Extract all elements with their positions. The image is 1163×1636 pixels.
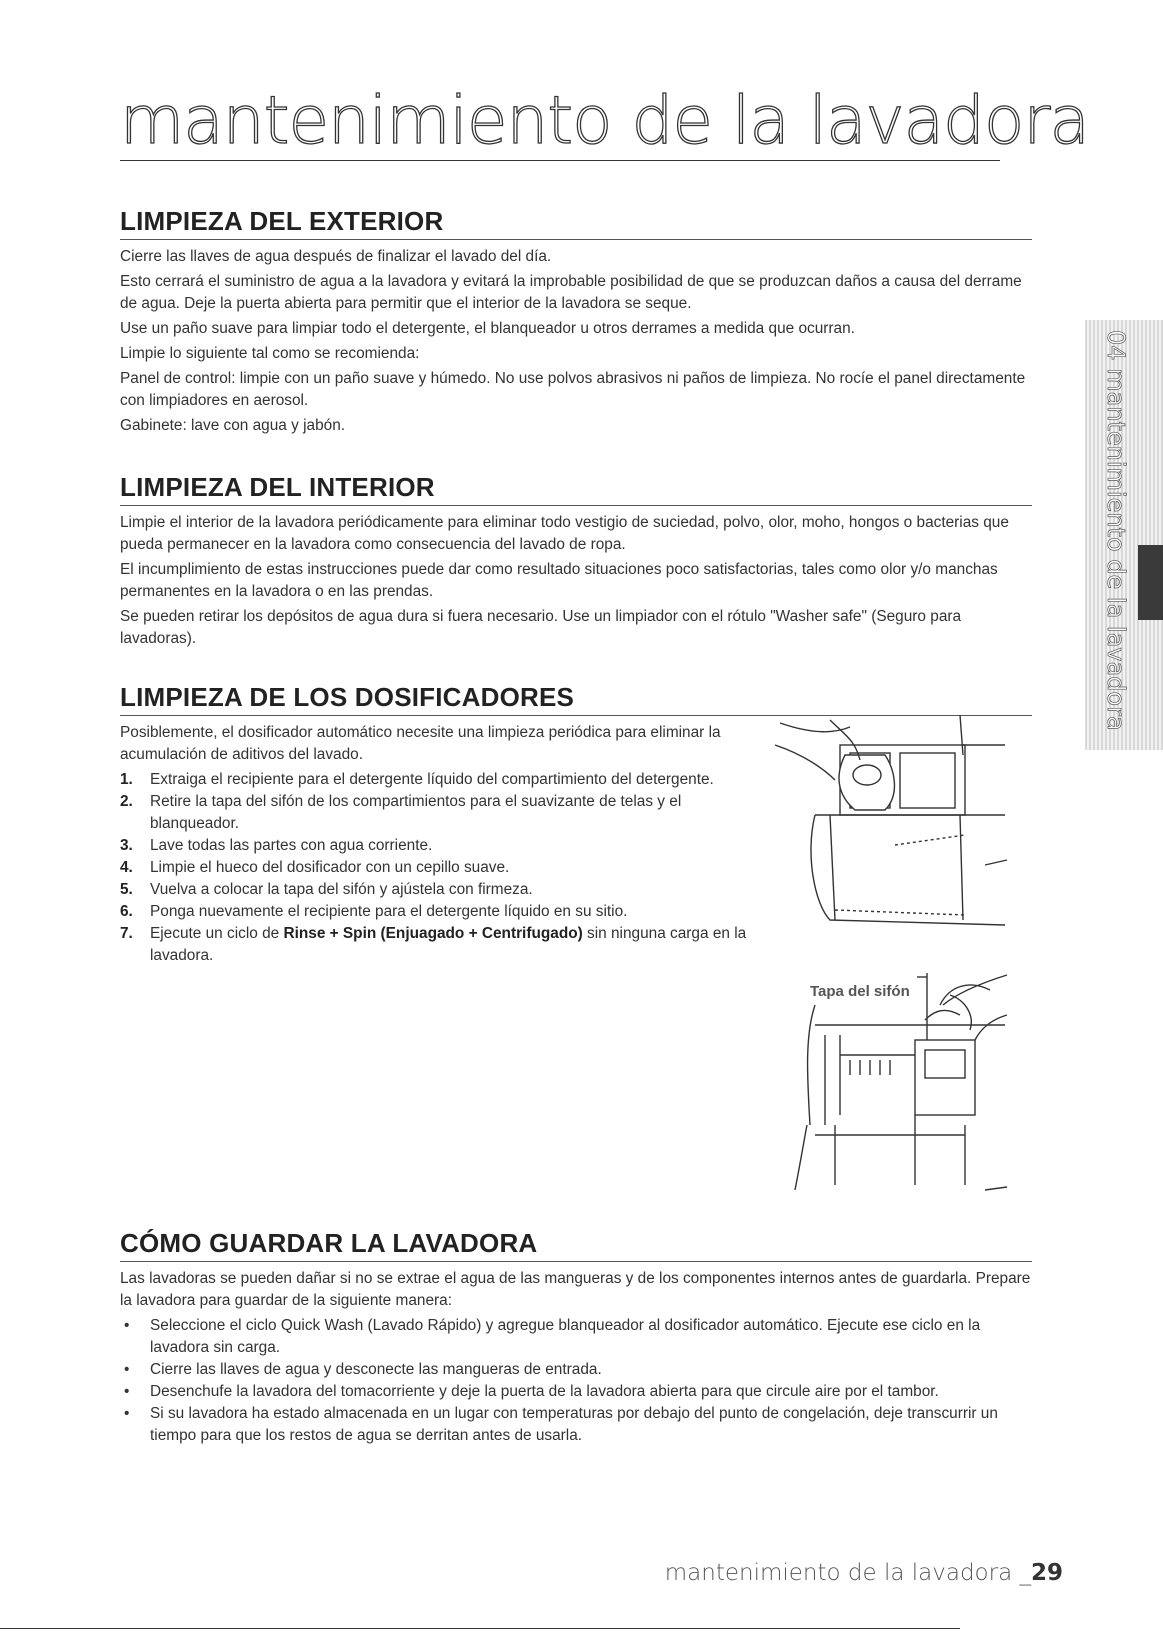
list-item: • Desenchufe la lavadora del tomacorriente y deje la puerta de la lavadora abierta para que circule aire por el tambor. [120,1381,1032,1403]
list-item: 4. Limpie el hueco del dosificador con un cepillo suave. [120,859,510,876]
bullet-list [120,1315,1032,1447]
paragraph: Cierre las llaves de agua después de finalizar el lavado del día. [120,248,552,265]
paragraph: Use un paño suave para limpiar todo el detergente, el blanqueador u otros derrames a medida que ocurran. [120,320,855,337]
page-title: mantenimiento de la lavadora [120,82,1089,159]
page-number: 29 [1030,1560,1063,1586]
paragraph: Posiblemente, el dosificador automático necesite una limpieza periódica para eliminar la acumulación de aditivos del lavado. [120,724,721,763]
section-interior [120,472,1032,653]
section-title: LIMPIEZA DEL INTERIOR [120,472,1032,506]
section-title: LIMPIEZA DEL EXTERIOR [120,206,1032,240]
paragraph: El incumplimiento de estas instrucciones puede dar como resultado situaciones poco satisfactorias, tales como olor y/o manchas permanentes en la lavadora o en las prendas. [120,561,998,600]
list-item: • Si su lavadora ha estado almacenada en un lugar con temperaturas por debajo del punto de congelación, deje transcurrir un tiempo para que los restos de agua se derritan antes de usarla. [120,1403,1032,1447]
chapter-marker [1138,545,1163,620]
paragraph: Esto cerrará el suministro de agua a la lavadora y evitará la improbable posibilidad de que se produzcan daños a causa del derrame de agua. Deje la puerta abierta para permitir que el interior de la lavadora se seque. [120,273,1022,312]
list-item: 1. Extraiga el recipiente para el detergente líquido del compartimiento del detergente. [120,771,714,788]
paragraph: Panel de control: limpie con un paño suave y húmedo. No use polvos abrasivos ni paños de limpieza. No rocíe el panel directamente con limpiadores en aerosol. [120,370,1026,409]
list-item: 5. Vuelva a colocar la tapa del sifón y ajústela con firmeza. [120,881,533,898]
list-item: 7. Ejecute un ciclo de Rinse + Spin (Enjuagado + Centrifugado) sin ninguna carga en la lavadora. [120,925,747,964]
figure-caption: Tapa del sifón [810,983,910,1000]
steps-list [120,769,760,967]
footer-label: mantenimiento de la lavadora _ [664,1560,1031,1586]
list-item: 6. Ponga nuevamente el recipiente para el detergente líquido en su sitio. [120,903,628,920]
section-storage [120,1228,1032,1447]
section-title: LIMPIEZA DE LOS DOSIFICADORES [120,682,1032,716]
list-item: • Seleccione el ciclo Quick Wash (Lavado Rápido) y agregue blanqueador al dosificador automático. Ejecute ese ciclo en la lavadora sin carga. [120,1315,1032,1359]
dispenser-illustration [775,715,1060,1205]
section-exterior [120,206,1032,440]
list-item: 3. Lave todas las partes con agua corriente. [120,837,433,854]
paragraph: Limpie lo siguiente tal como se recomienda: [120,345,420,362]
list-item: 2. Retire la tapa del sifón de los compartimientos para el suavizante de telas y el blanqueador. [120,793,682,832]
paragraph: Las lavadoras se pueden dañar si no se extrae el agua de las mangueras y de los componentes internos antes de guardarla. Prepare la lavadora para guardar de la siguiente manera: [120,1270,1031,1309]
paragraph: Se pueden retirar los depósitos de agua dura si fuera necesario. Use un limpiador con el rótulo "Washer safe" (Seguro para lavadoras). [120,608,962,647]
chapter-tab-label: 04 mantenimiento de la lavadora [1102,330,1130,731]
list-item: • Cierre las llaves de agua y desconecte las mangueras de entrada. [120,1359,1032,1381]
section-title: CÓMO GUARDAR LA LAVADORA [120,1228,1032,1262]
paragraph: Limpie el interior de la lavadora periódicamente para eliminar todo vestigio de suciedad, polvo, olor, moho, hongos o bacterias que pueda permanecer en la lavadora como consecuencia del lavado de ropa. [120,514,1009,553]
paragraph: Gabinete: lave con agua y jabón. [120,417,346,434]
bottom-divider [0,1628,960,1629]
page-footer [665,1560,1063,1586]
